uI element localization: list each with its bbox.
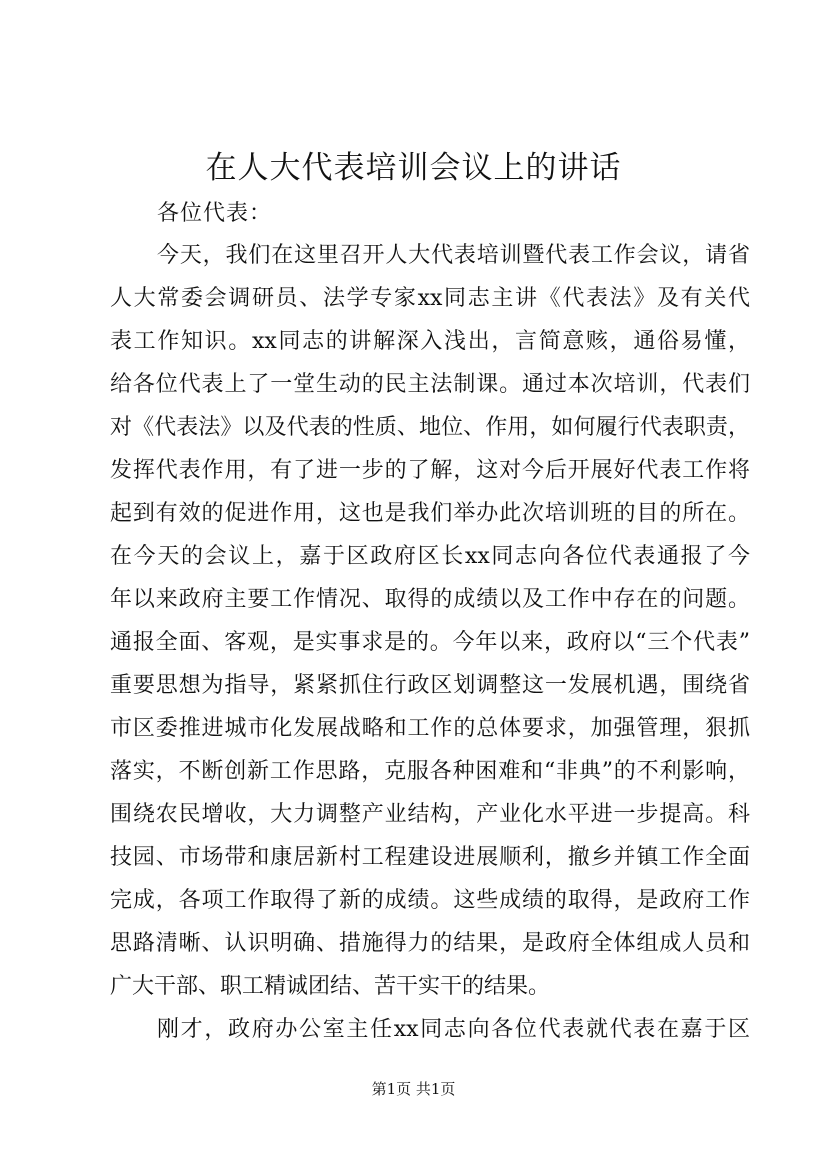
text-line: 落实，不断创新工作思路，克服各种困难和“非典”的不利影响，	[110, 759, 750, 784]
document-title: 在人大代表培训会议上的讲话	[205, 150, 622, 186]
text-line: 起到有效的促进作用，这也是我们举办此次培训班的目的所在。	[110, 501, 750, 526]
text-line: 发挥代表作用，有了进一步的了解，这对今后开展好代表工作将	[110, 458, 750, 483]
text-line: 对《代表法》以及代表的性质、地位、作用，如何履行代表职责，	[110, 415, 750, 440]
text-line: 在今天的会议上，嘉于区政府区长xx同志向各位代表通报了今	[110, 544, 750, 569]
text-line: 重要思想为指导，紧紧抓住行政区划调整这一发展机遇，围绕省	[110, 673, 750, 698]
text-line: 完成，各项工作取得了新的成绩。这些成绩的取得，是政府工作	[110, 888, 750, 913]
text-line: 刚才，政府办公室主任xx同志向各位代表就代表在嘉于区	[157, 1017, 750, 1042]
salutation: 各位代表：	[157, 201, 273, 226]
page-number: 第1页 共1页	[371, 1080, 456, 1098]
text-line: 市区委推进城市化发展战略和工作的总体要求，加强管理，狠抓	[110, 716, 750, 741]
text-line: 今天，我们在这里召开人大代表培训暨代表工作会议，请省	[157, 243, 750, 268]
text-line: 思路清晰、认识明确、措施得力的结果，是政府全体组成人员和	[110, 931, 750, 956]
text-line: 给各位代表上了一堂生动的民主法制课。通过本次培训，代表们	[110, 372, 750, 397]
text-line: 围绕农民增收，大力调整产业结构，产业化水平进一步提高。科	[110, 802, 750, 827]
text-line: 人大常委会调研员、法学专家xx同志主讲《代表法》及有关代	[110, 286, 750, 311]
text-line: 广大干部、职工精诚团结、苦干实干的结果。	[110, 974, 551, 999]
text-line: 通报全面、客观，是实事求是的。今年以来，政府以“三个代表”	[110, 630, 750, 655]
text-line: 表工作知识。xx同志的讲解深入浅出，言简意赅，通俗易懂，	[110, 329, 750, 354]
text-line: 技园、市场带和康居新村工程建设进展顺利，撤乡并镇工作全面	[110, 845, 750, 870]
text-line: 年以来政府主要工作情况、取得的成绩以及工作中存在的问题。	[110, 587, 750, 612]
